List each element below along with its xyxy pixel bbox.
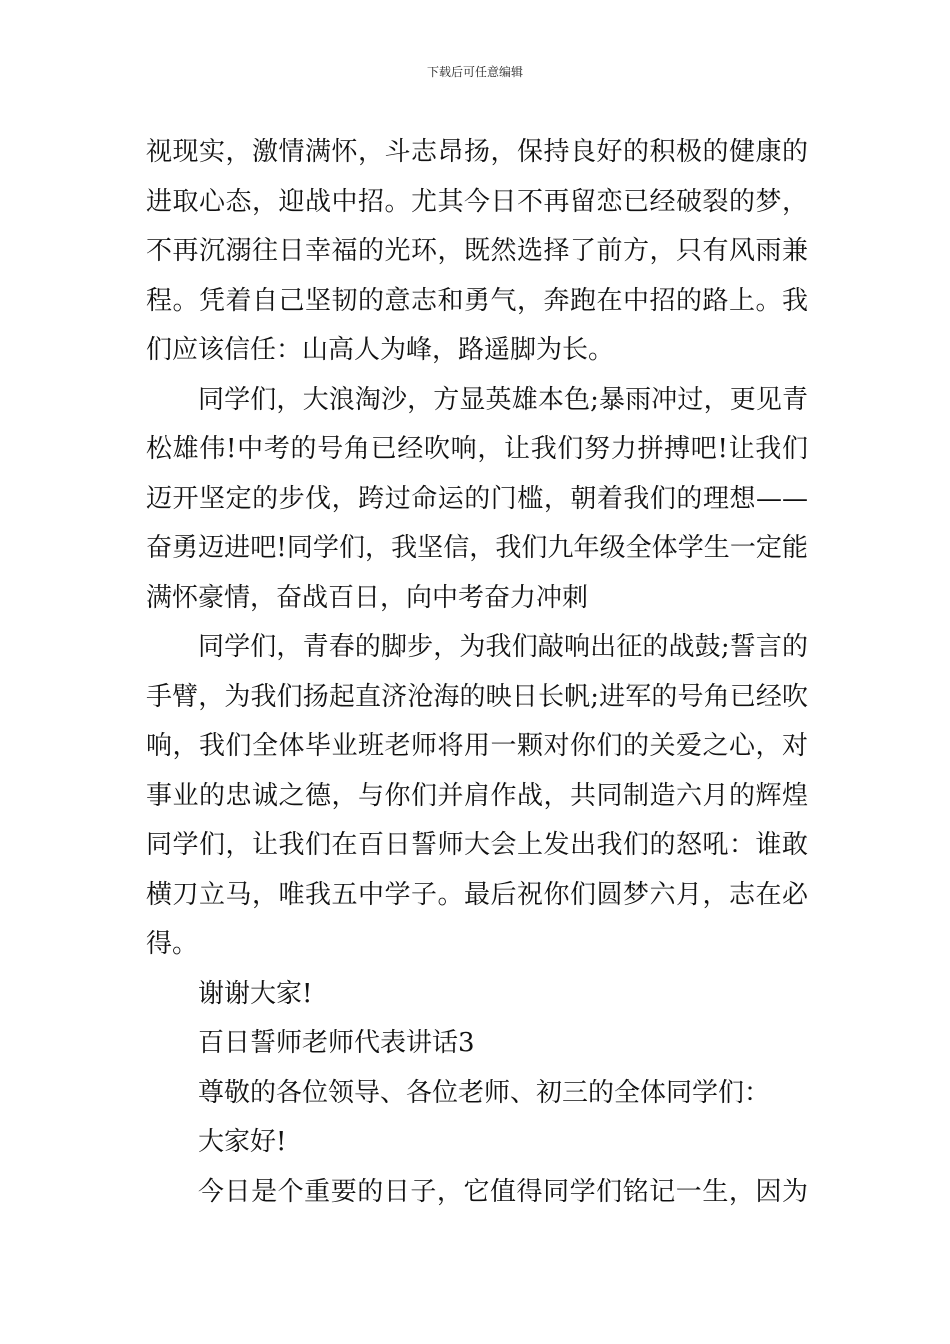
text-line: 百日誓师老师代表讲话3 xyxy=(198,1028,475,1058)
text-line: 满怀豪情，奋战百日，向中考奋力冲刺 xyxy=(146,582,589,613)
text-line: 不再沉溺往日幸福的光环，既然选择了前方，只有风雨兼 xyxy=(146,236,808,266)
text-line: 迈开坚定的步伐，跨过命运的门槛，朝着我们的理想—— xyxy=(146,483,808,514)
page-header: 下载后可任意编辑 xyxy=(426,65,523,79)
text-line: 们应该信任：山高人为峰，路遥脚为长。 xyxy=(146,335,615,365)
text-line: 事业的忠诚之德，与你们并肩作战，共同制造六月的辉煌 xyxy=(146,780,808,811)
text-line: 同学们，让我们在百日誓师大会上发出我们的怒吼：谁敢 xyxy=(146,830,808,860)
text-line: 今日是个重要的日子，它值得同学们铭记一生，因为 xyxy=(198,1176,808,1207)
text-line: 同学们，青春的脚步，为我们敲响出征的战鼓;誓言的 xyxy=(198,632,808,662)
text-line: 视现实，激情满怀，斗志昂扬，保持良好的积极的健康的 xyxy=(146,137,808,167)
text-line: 奋勇迈进吧!同学们，我坚信，我们九年级全体学生一定能 xyxy=(146,533,808,563)
text-line: 响，我们全体毕业班老师将用一颗对你们的关爱之心，对 xyxy=(146,731,808,761)
text-line: 程。凭着自己坚韧的意志和勇气，奔跑在中招的路上。我 xyxy=(146,285,808,316)
text-line: 进取心态，迎战中招。尤其今日不再留恋已经破裂的梦， xyxy=(146,186,808,217)
text-line: 得。 xyxy=(146,929,199,959)
text-line: 手臂，为我们扬起直济沧海的映日长帆;进军的号角已经吹 xyxy=(146,681,808,712)
text-line: 大家好! xyxy=(198,1127,287,1157)
text-line: 尊敬的各位领导、各位老师、初三的全体同学们： xyxy=(198,1077,771,1108)
text-line: 松雄伟!中考的号角已经吹响，让我们努力拼搏吧!让我们 xyxy=(146,434,808,464)
document-body xyxy=(146,128,808,1217)
text-line: 横刀立马，唯我五中学子。最后祝你们圆梦六月，志在必 xyxy=(146,879,808,910)
text-line: 谢谢大家! xyxy=(198,978,313,1009)
text-line: 同学们，大浪淘沙，方显英雄本色;暴雨冲过，更见青 xyxy=(198,384,808,415)
